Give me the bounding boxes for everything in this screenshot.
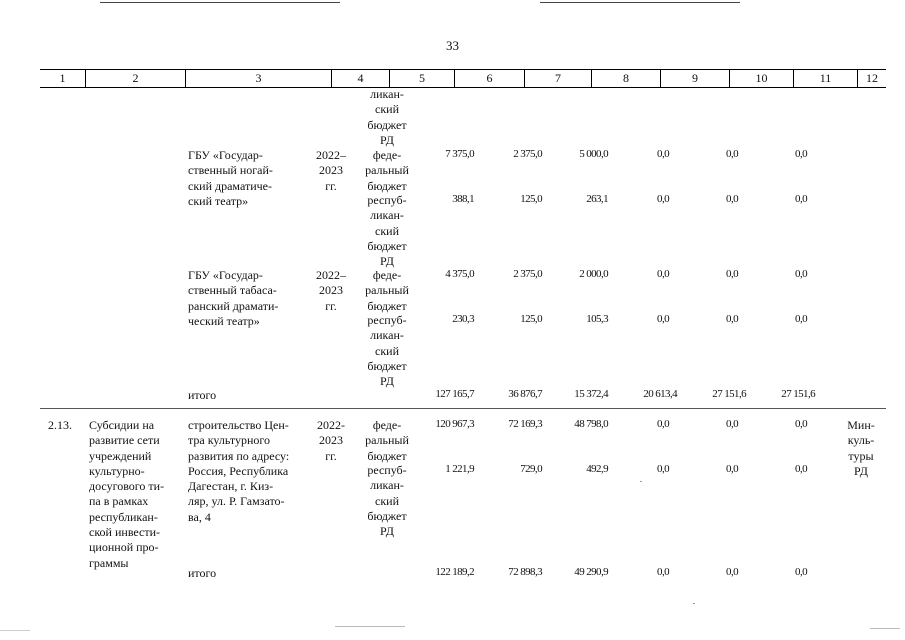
total-value: 122 189,2 [435, 566, 474, 578]
value-cell: 0,0 [657, 148, 669, 160]
row-divider [40, 408, 886, 409]
value-cell: 72 169,3 [508, 418, 542, 430]
total-value: 127 165,7 [435, 388, 474, 400]
value-cell: 125,0 [520, 193, 542, 205]
source-federal: феде- ральный бюджет [365, 148, 409, 193]
col-header: 10 [729, 70, 793, 87]
value-cell: 0,0 [657, 193, 669, 205]
recipient-tabasaran-theatre: ГБУ «Государ- ственный табаса- ранский драмати- ческий театр» [188, 268, 279, 328]
recipient-nogai-theatre: ГБУ «Государ- ственный ногай- ский драматиче- ский театр» [188, 148, 273, 208]
value-cell: 0,0 [795, 268, 807, 280]
total-value: 0,0 [726, 566, 738, 578]
scan-line [0, 630, 30, 631]
total-value: 36 876,7 [508, 388, 542, 400]
value-cell: 0,0 [795, 418, 807, 430]
period: 2022– 2023 гг. [316, 268, 346, 313]
value-cell: 0,0 [795, 313, 807, 325]
total-value: 27 151,6 [781, 388, 815, 400]
value-cell: 120 967,3 [435, 418, 474, 430]
col-header: 8 [591, 70, 660, 87]
scan-line [540, 2, 740, 3]
value-cell: 230,3 [452, 313, 474, 325]
value-cell: 2 000,0 [579, 268, 608, 280]
scan-speck [640, 481, 642, 482]
value-cell: 7 375,0 [445, 148, 474, 160]
total-label: итого [188, 566, 217, 580]
value-cell: 0,0 [795, 148, 807, 160]
value-cell: 125,0 [520, 313, 542, 325]
scan-line [335, 626, 405, 627]
value-cell: 0,0 [726, 313, 738, 325]
col-header: 3 [185, 70, 331, 87]
scan-line [870, 628, 900, 629]
total-value: 20 613,4 [643, 388, 677, 400]
value-cell: 0,0 [726, 418, 738, 430]
value-cell: 1 221,9 [445, 463, 474, 475]
value-cell: 0,0 [726, 463, 738, 475]
executor: Мин- куль- туры РД [847, 418, 875, 478]
scan-speck [693, 603, 695, 604]
value-cell: 729,0 [520, 463, 542, 475]
col-header: 6 [454, 70, 524, 87]
source-republic: респуб- ликан- ский бюджет РД [367, 463, 407, 539]
page-number: 33 [446, 38, 459, 53]
total-label: итого [188, 388, 217, 402]
value-cell: 5 000,0 [579, 148, 608, 160]
value-cell: 263,1 [586, 193, 608, 205]
source-federal: феде- ральный бюджет [365, 268, 409, 313]
source-federal: феде- ральный бюджет [365, 418, 409, 463]
item-object: строительство Цен- тра культурного развития по адресу: Россия, Республика Дагестан, г. Киз- ляр, ул. Р. Гамзато- ва, 4 [188, 418, 290, 524]
col-header: 4 [331, 70, 389, 87]
value-cell: 105,3 [586, 313, 608, 325]
col-header: 1 [59, 71, 66, 85]
total-value: 27 151,6 [712, 388, 746, 400]
total-value: 0,0 [657, 566, 669, 578]
value-cell: 0,0 [726, 148, 738, 160]
value-cell: 2 375,0 [513, 268, 542, 280]
col-header: 12 [857, 70, 886, 87]
total-value: 15 372,4 [574, 388, 608, 400]
col-header: 11 [793, 70, 857, 87]
item-name: Субсидии на развитие сети учреждений культурно- досугового ти- па в рамках республикан- ской инвести- ционной про- граммы [89, 418, 165, 570]
col-header: 7 [524, 70, 591, 87]
col-header: 9 [660, 70, 729, 87]
value-cell: 0,0 [657, 268, 669, 280]
table-header [40, 69, 886, 88]
value-cell: 4 375,0 [445, 268, 474, 280]
col-header: 5 [389, 70, 454, 87]
value-cell: 0,0 [726, 268, 738, 280]
value-cell: 492,9 [586, 463, 608, 475]
source-republic: респуб- ликан- ский бюджет РД [367, 313, 407, 389]
value-cell: 0,0 [657, 313, 669, 325]
scan-line [100, 2, 340, 3]
value-cell: 388,1 [452, 193, 474, 205]
value-cell: 0,0 [726, 193, 738, 205]
value-cell: 2 375,0 [513, 148, 542, 160]
value-cell: 48 798,0 [574, 418, 608, 430]
value-cell: 0,0 [657, 418, 669, 430]
total-value: 72 898,3 [508, 566, 542, 578]
total-value: 49 290,9 [574, 566, 608, 578]
period: 2022– 2023 гг. [316, 148, 346, 193]
value-cell: 0,0 [795, 193, 807, 205]
col-header: 2 [85, 70, 185, 87]
item-number: 2.13. [48, 418, 72, 432]
total-value: 0,0 [795, 566, 807, 578]
source-republic: респуб- ликан- ский бюджет РД [367, 193, 407, 269]
source-continuation: ликан- ский бюджет РД [367, 87, 407, 147]
period: 2022- 2023 гг. [317, 418, 345, 463]
value-cell: 0,0 [795, 463, 807, 475]
value-cell: 0,0 [657, 463, 669, 475]
